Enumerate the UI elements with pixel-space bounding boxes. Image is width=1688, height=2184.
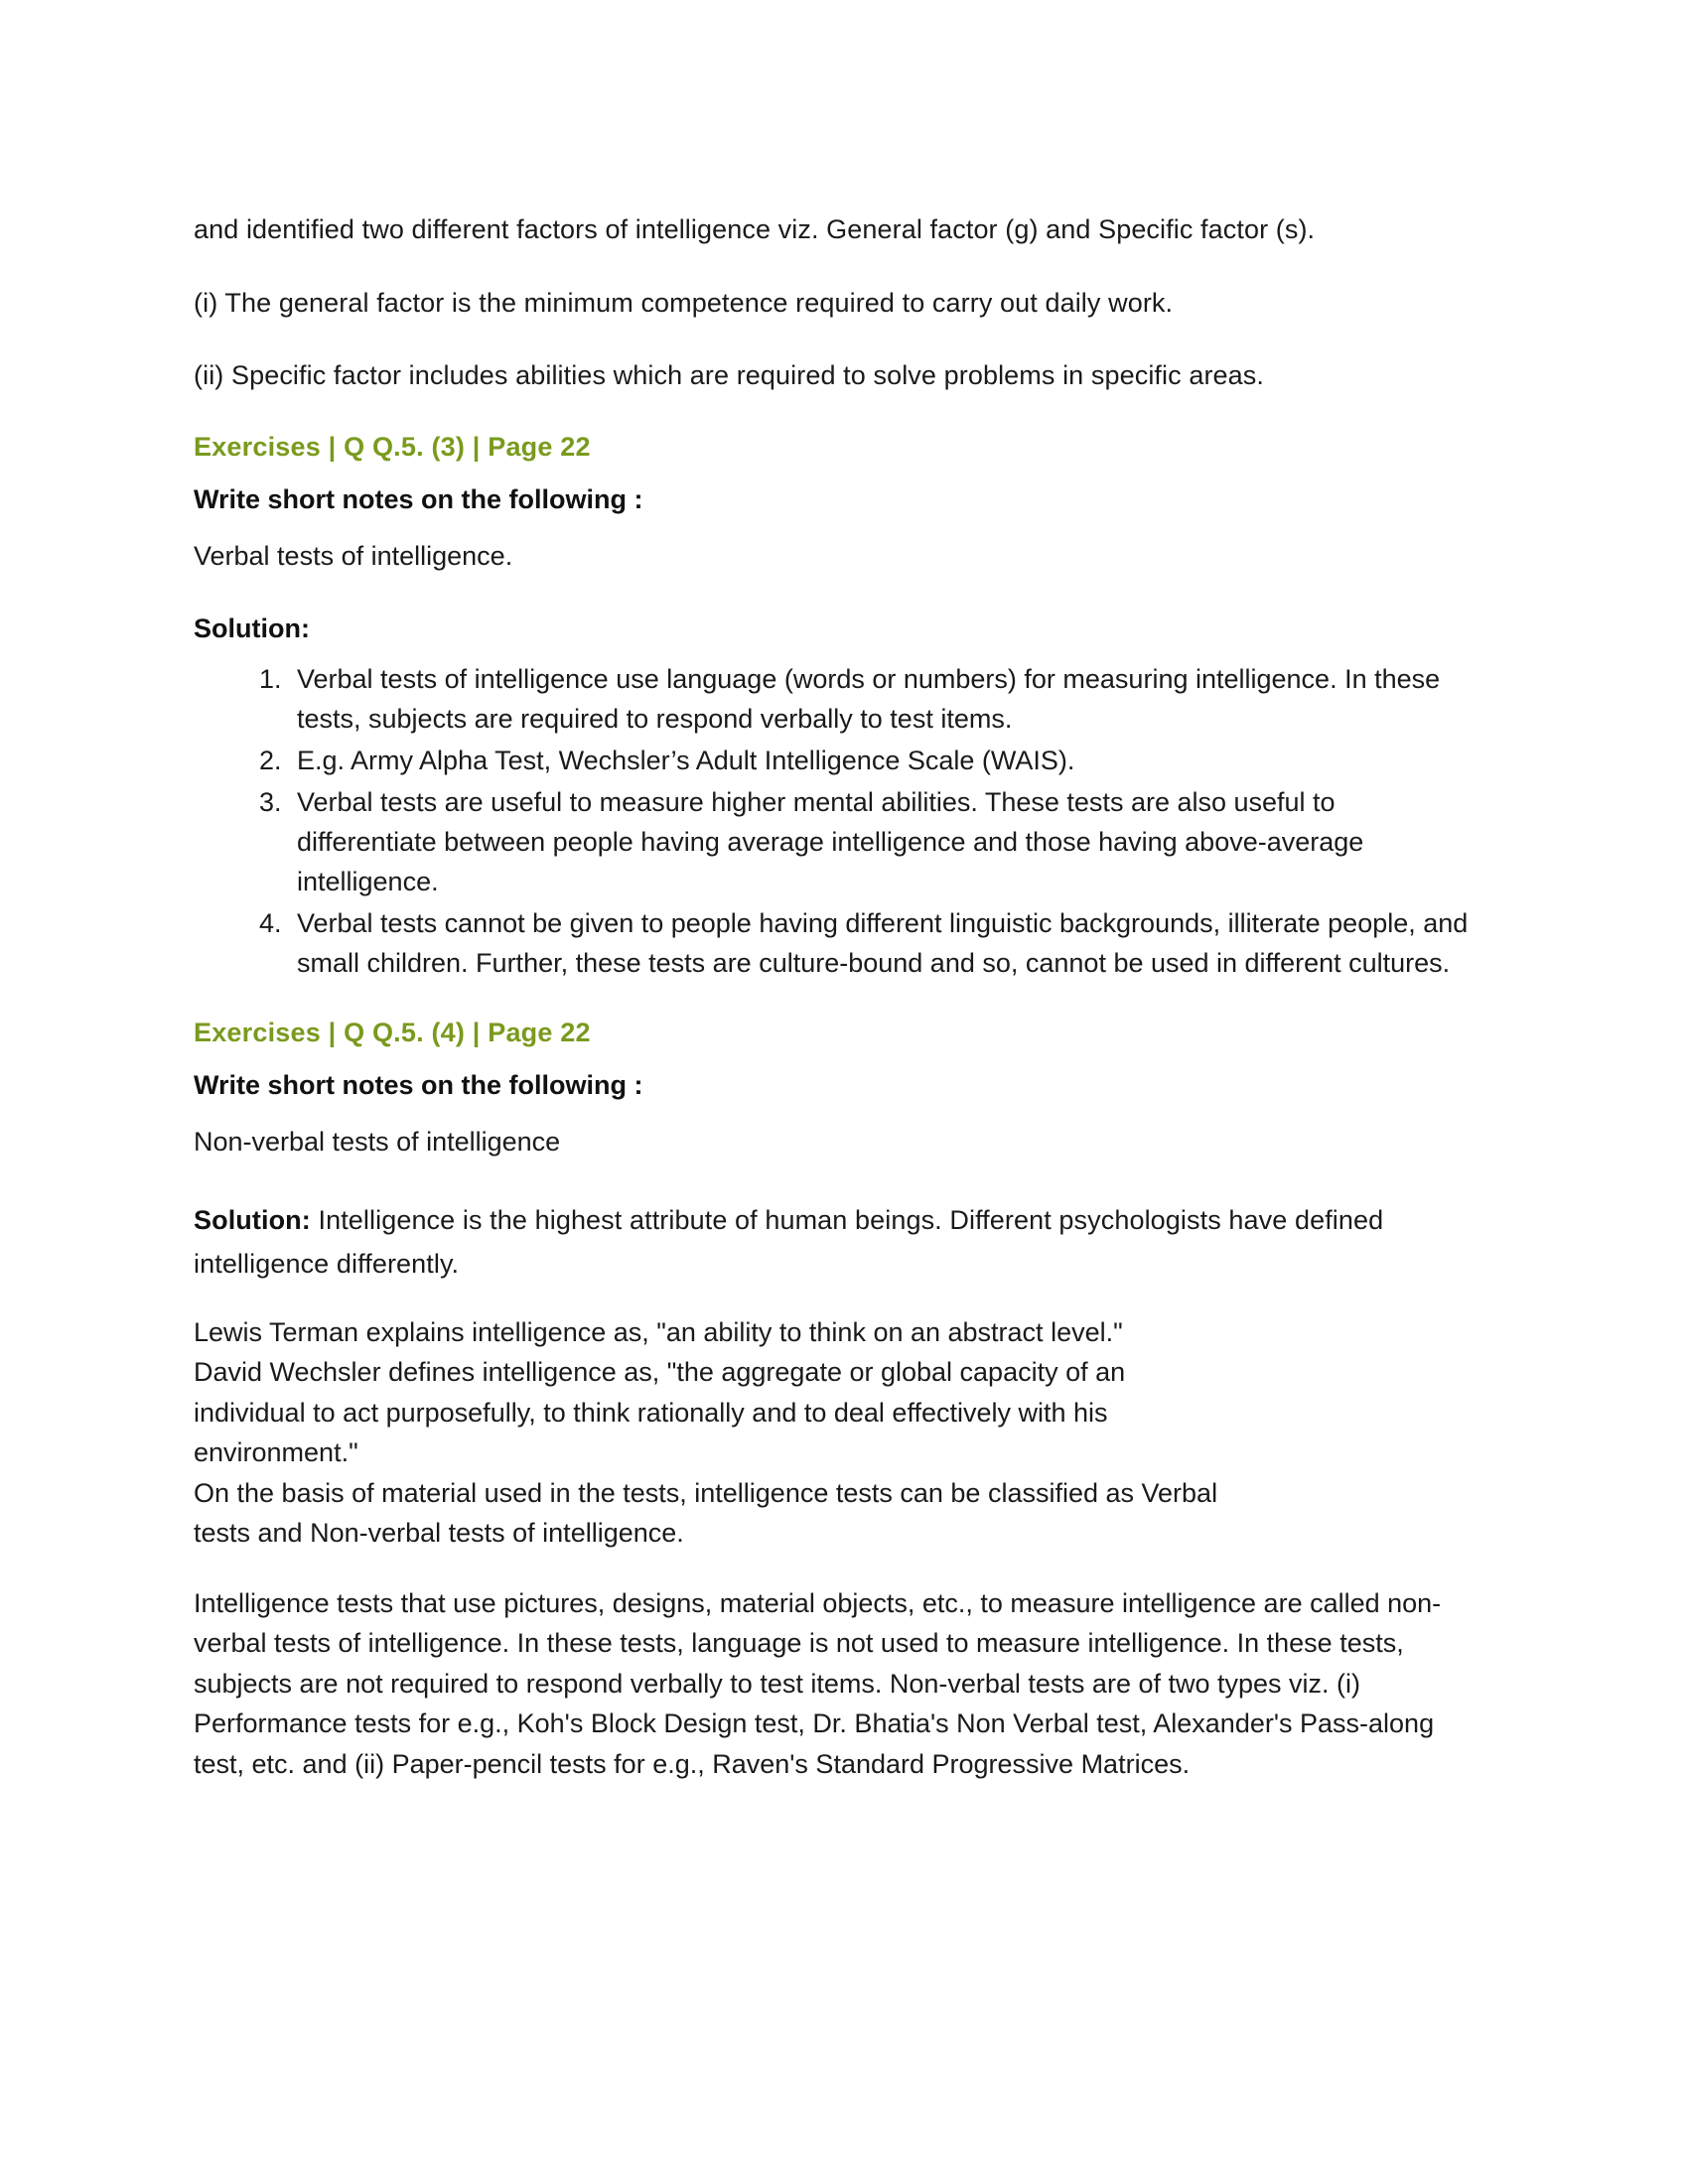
intro-paragraph-2: (i) The general factor is the minimum competence required to carry out daily work. <box>194 287 1174 318</box>
question-prompt: Write short notes on the following : <box>194 484 643 515</box>
intro-paragraph-3: (ii) Specific factor includes abilities which are required to solve problems in specific areas. <box>194 360 1264 391</box>
solution-paragraph <box>194 1199 1479 1286</box>
list-item: 3. Verbal tests are useful to measure higher mental abilities. These tests are also useful to differentiate between people having average intelligence and those having above-average intelligence. <box>289 783 1479 902</box>
question-prompt: Write short notes on the following : <box>194 1070 643 1101</box>
definition-line: Lewis Terman explains intelligence as, "an ability to think on an abstract level." <box>194 1316 1123 1347</box>
question-text: Non-verbal tests of intelligence <box>194 1127 561 1158</box>
section-reference-heading: Exercises | Q Q.5. (4) | Page 22 <box>194 1018 591 1048</box>
list-item: 4. Verbal tests cannot be given to people having different linguistic backgrounds, illiterate people, and small children. Further, these tests are culture-bound and so, cannot be used in different cultures. <box>289 904 1479 984</box>
question-text: Verbal tests of intelligence. <box>194 541 513 572</box>
closing-paragraph: Intelligence tests that use pictures, designs, material objects, etc., to measure intelligence are called non-verbal tests of intelligence. In these tests, language is not used to measure intelligence. In these tests, subjects are not required to respond verbally to test items. Non-verbal tests are of two types viz. (i) Performance tests for e.g., Koh's Block Design test, Dr. Bhatia's Non Verbal test, Alexander's Pass-along test, etc. and (ii) Paper-pencil tests for e.g., Raven's Standard Progressive Matrices. <box>194 1587 1442 1779</box>
definition-line: On the basis of material used in the tests, intelligence tests can be classified as Verbal <box>194 1477 1218 1508</box>
section-q5-3 <box>194 432 1479 984</box>
section-q5-4 <box>194 1018 1479 1784</box>
definition-line: environment." <box>194 1437 358 1468</box>
solution-label: Solution: <box>194 614 310 644</box>
list-item: 1. Verbal tests of intelligence use language (words or numbers) for measuring intelligence. In these tests, subjects are required to respond verbally to test items. <box>289 660 1479 740</box>
intro-paragraph-1: and identified two different factors of intelligence viz. General factor (g) and Specific factor (s). <box>194 214 1316 244</box>
list-item: 2. E.g. Army Alpha Test, Wechsler’s Adult Intelligence Scale (WAIS). <box>289 742 1479 781</box>
solution-list <box>194 660 1479 984</box>
definition-block <box>194 1312 1479 1554</box>
definition-line: individual to act purposefully, to think rationally and to deal effectively with his <box>194 1397 1108 1428</box>
section-reference-heading: Exercises | Q Q.5. (3) | Page 22 <box>194 432 591 463</box>
definition-line: David Wechsler defines intelligence as, "the aggregate or global capacity of an <box>194 1357 1126 1388</box>
solution-intro-text: Intelligence is the highest attribute of human beings. Different psychologists have defined intelligence differently. <box>194 1205 1384 1279</box>
solution-label: Solution: <box>194 1205 311 1236</box>
definition-line: tests and Non-verbal tests of intelligence. <box>194 1518 684 1549</box>
